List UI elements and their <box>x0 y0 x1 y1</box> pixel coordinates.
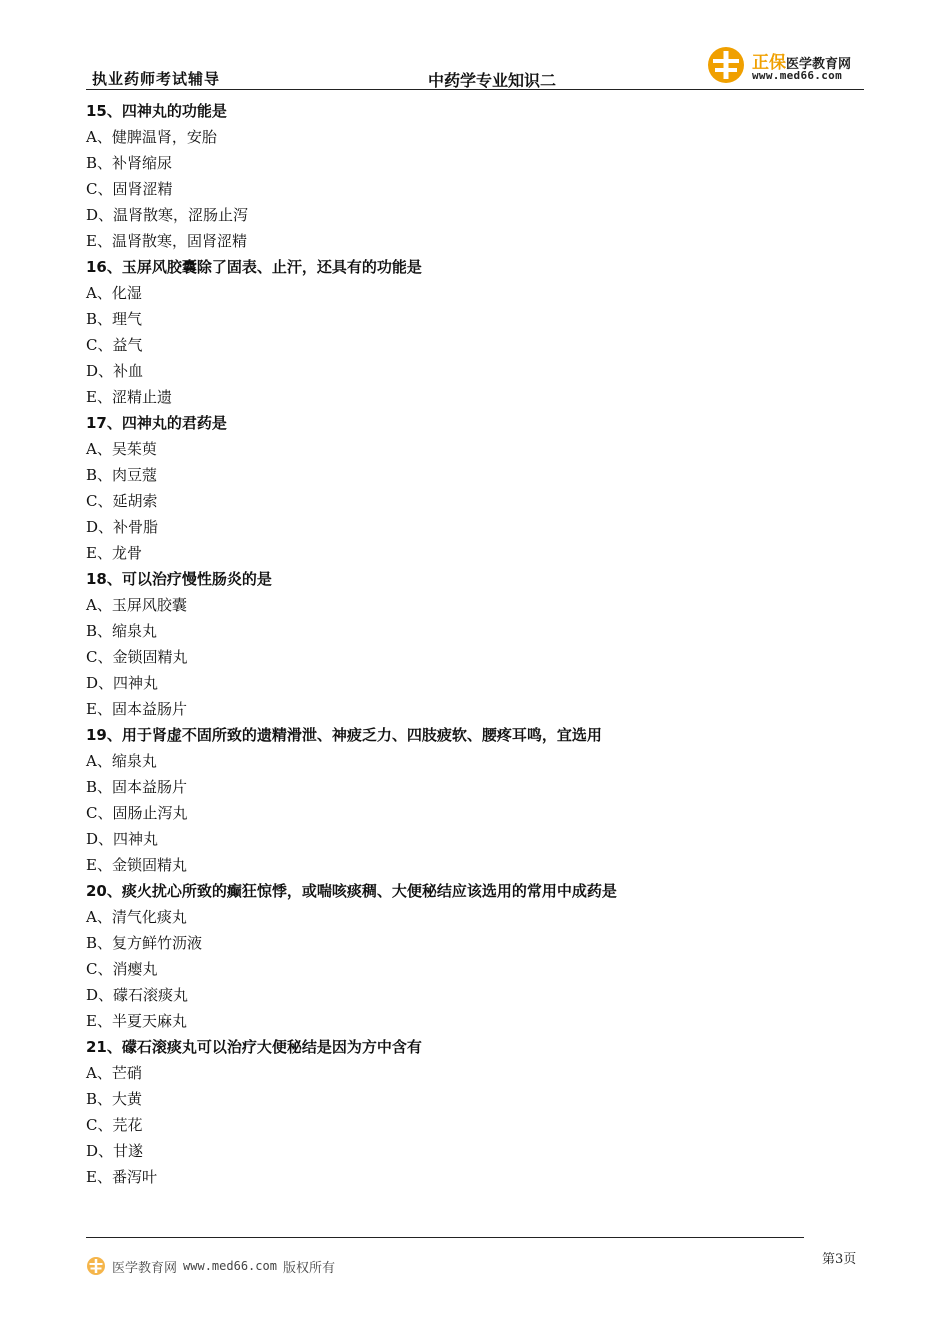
option-b: B、理气 <box>86 310 143 328</box>
logo-emblem-icon <box>706 45 746 85</box>
option-c: C、延胡索 <box>86 492 158 510</box>
logo-net: 医学教育网 <box>786 57 852 72</box>
footer-site-name: 医学教育网 <box>112 1260 178 1276</box>
footer-logo-icon <box>86 1256 106 1276</box>
question-stem: 20、痰火扰心所致的癫狂惊悸，或喘咳痰稠、大便秘结应该选用的常用中成药是 <box>86 882 617 900</box>
question-block <box>86 566 866 722</box>
footer-url: www.med66.com <box>183 1259 277 1273</box>
option-e: E、番泻叶 <box>86 1168 157 1186</box>
option-d: D、四神丸 <box>86 674 159 692</box>
footer-divider <box>86 1237 804 1238</box>
option-a: A、化湿 <box>86 284 142 302</box>
footer-copyright: 版权所有 <box>282 1260 335 1276</box>
question-block <box>86 410 866 566</box>
option-a: A、芒硝 <box>86 1064 142 1082</box>
question-stem: 17、四神丸的君药是 <box>86 414 227 432</box>
question-block <box>86 98 866 254</box>
question-stem: 16、玉屏风胶囊除了固表、止汗，还具有的功能是 <box>86 258 422 276</box>
option-a: A、吴茱萸 <box>86 440 157 458</box>
option-b: B、肉豆蔻 <box>86 466 158 484</box>
option-c: C、固肾涩精 <box>86 180 173 198</box>
option-a: A、清气化痰丸 <box>86 908 187 926</box>
question-list <box>86 98 866 1190</box>
option-d: D、补骨脂 <box>86 518 159 536</box>
option-e: E、涩精止遗 <box>86 388 172 406</box>
option-d: D、补血 <box>86 362 144 380</box>
option-d: D、甘遂 <box>86 1142 144 1160</box>
option-c: C、益气 <box>86 336 143 354</box>
option-e: E、半夏天麻丸 <box>86 1012 187 1030</box>
question-stem: 19、用于肾虚不固所致的遗精滑泄、神疲乏力、四肢疲软、腰疼耳鸣，宜选用 <box>86 726 602 744</box>
brand-logo <box>706 44 866 86</box>
question-stem: 21、礞石滚痰丸可以治疗大便秘结是因为方中含有 <box>86 1038 422 1056</box>
question-block <box>86 1034 866 1190</box>
question-block <box>86 878 866 1034</box>
option-a: A、健脾温肾，安胎 <box>86 128 217 146</box>
question-block <box>86 722 866 878</box>
question-stem: 15、四神丸的功能是 <box>86 102 227 120</box>
option-a: A、玉屏风胶囊 <box>86 596 187 614</box>
option-c: C、消瘿丸 <box>86 960 158 978</box>
page-number: 第3页 <box>822 1252 857 1267</box>
header-subject-title: 中药学专业知识二 <box>428 71 557 90</box>
option-d: D、礞石滚痰丸 <box>86 986 189 1004</box>
option-d: D、四神丸 <box>86 830 159 848</box>
option-b: B、固本益肠片 <box>86 778 188 796</box>
option-b: B、缩泉丸 <box>86 622 158 640</box>
option-d: D、温肾散寒，涩肠止泻 <box>86 206 249 224</box>
option-b: B、复方鲜竹沥液 <box>86 934 203 952</box>
option-a: A、缩泉丸 <box>86 752 157 770</box>
option-b: B、补肾缩尿 <box>86 154 173 172</box>
option-e: E、龙骨 <box>86 544 142 562</box>
option-e: E、固本益肠片 <box>86 700 187 718</box>
option-c: C、金锁固精丸 <box>86 648 188 666</box>
logo-url: www.med66.com <box>752 69 842 82</box>
option-e: E、金锁固精丸 <box>86 856 187 874</box>
header-left-title: 执业药师考试辅导 <box>92 70 221 88</box>
footer-brand <box>86 1256 335 1276</box>
option-b: B、大黄 <box>86 1090 143 1108</box>
option-c: C、芫花 <box>86 1116 143 1134</box>
option-c: C、固肠止泻丸 <box>86 804 188 822</box>
question-block <box>86 254 866 410</box>
logo-brand: 正保 <box>752 53 786 73</box>
option-e: E、温肾散寒，固肾涩精 <box>86 232 247 250</box>
question-stem: 18、可以治疗慢性肠炎的是 <box>86 570 272 588</box>
header-divider <box>86 89 864 90</box>
